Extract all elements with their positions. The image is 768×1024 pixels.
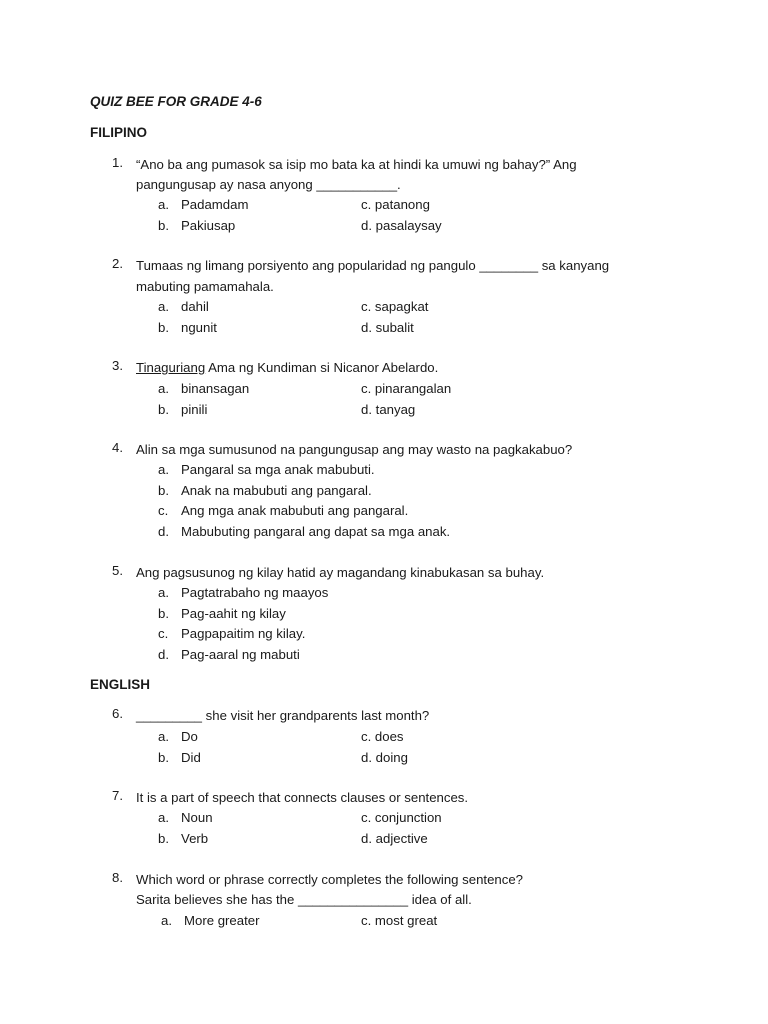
option-d: d. adjective (361, 831, 428, 846)
option-c: c. Ang mga anak mabubuti ang pangaral. (158, 503, 409, 518)
document-title: QUIZ BEE FOR GRADE 4-6 (90, 94, 262, 109)
option-d: d. subalit (361, 320, 414, 335)
question-text-continued: mabuting pamamahala. (136, 279, 274, 294)
question-number: 5. (112, 563, 123, 578)
section-heading-english: ENGLISH (90, 677, 151, 692)
option-a: a. More greater (161, 913, 260, 928)
question-number: 6. (112, 706, 123, 721)
option-b: b. Verb (158, 831, 209, 846)
question-text: Ang pagsusunog ng kilay hatid ay magandang kinabukasan sa buhay. (136, 565, 545, 580)
option-c: c. Pagpapaitim ng kilay. (158, 626, 306, 641)
question-text: Tinaguriang Ama ng Kundiman si Nicanor Abelardo. (136, 360, 439, 375)
option-d: d. Mabubuting pangaral ang dapat sa mga anak. (158, 524, 451, 539)
question-text-continued: Sarita believes she has the _______________ idea of all. (136, 892, 472, 907)
option-b: b. Pag-aahit ng kilay (158, 606, 286, 621)
question-number: 7. (112, 788, 123, 803)
option-a: a. Do (158, 729, 198, 744)
option-d: d. Pag-aaral ng mabuti (158, 647, 300, 662)
question-text: Which word or phrase correctly completes the following sentence? (136, 872, 524, 887)
question-text: “Ano ba ang pumasok sa isip mo bata ka at hindi ka umuwi ng bahay?” Ang (136, 157, 577, 172)
question-number: 8. (112, 870, 123, 885)
option-a: a. binansagan (158, 381, 250, 396)
option-c: c. conjunction (361, 810, 442, 825)
question-number: 3. (112, 358, 123, 373)
question-number: 2. (112, 256, 123, 271)
question-text: Alin sa mga sumusunod na pangungusap ang may wasto na pagkakabuo? (136, 442, 573, 457)
question-text: _________ she visit her grandparents last month? (136, 708, 430, 723)
option-c: c. does (361, 729, 404, 744)
option-a: a. Pagtatrabaho ng maayos (158, 585, 329, 600)
option-a: a. Pangaral sa mga anak mabubuti. (158, 462, 375, 477)
question-number: 1. (112, 155, 123, 170)
option-b: b. ngunit (158, 320, 217, 335)
option-a: a. Noun (158, 810, 213, 825)
option-c: c. pinarangalan (361, 381, 452, 396)
option-b: b. Anak na mabubuti ang pangaral. (158, 483, 372, 498)
option-c: c. most great (361, 913, 438, 928)
underlined-word: Tinaguriang (136, 360, 206, 375)
option-b: b. pinili (158, 402, 208, 417)
question-text-continued: pangungusap ay nasa anyong ___________. (136, 177, 401, 192)
question-text: Tumaas ng limang porsiyento ang popularidad ng pangulo ________ sa kanyang (136, 258, 610, 273)
question-number: 4. (112, 440, 123, 455)
option-a: a. dahil (158, 299, 209, 314)
option-c: c. patanong (361, 197, 430, 212)
option-c: c. sapagkat (361, 299, 429, 314)
option-d: d. pasalaysay (361, 218, 442, 233)
option-a: a. Padamdam (158, 197, 249, 212)
option-b: b. Pakiusap (158, 218, 236, 233)
section-heading-filipino: FILIPINO (90, 125, 147, 140)
option-d: d. tanyag (361, 402, 416, 417)
question-text: It is a part of speech that connects clauses or sentences. (136, 790, 469, 805)
option-d: d. doing (361, 750, 408, 765)
option-b: b. Did (158, 750, 201, 765)
